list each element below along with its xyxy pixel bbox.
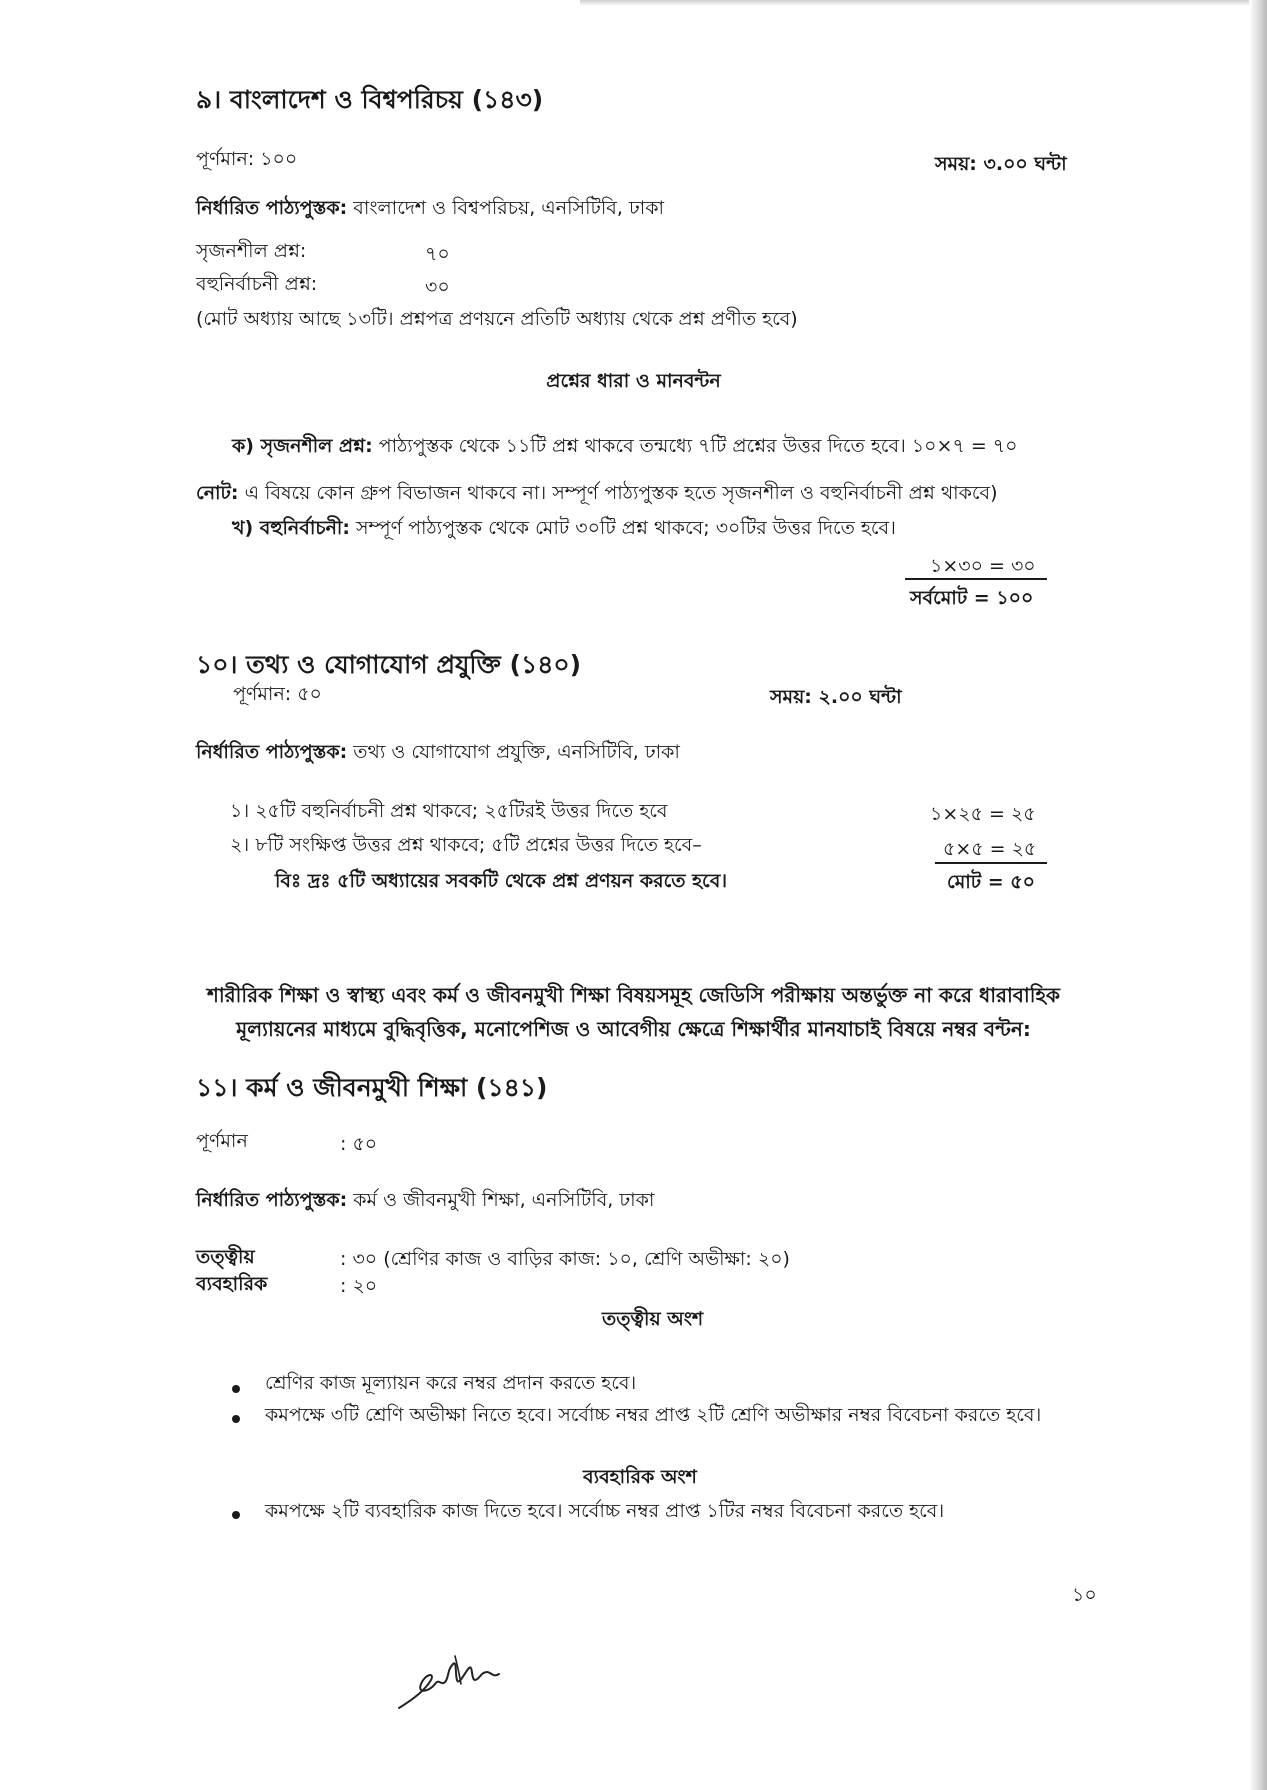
full-marks-label: পূর্ণমান <box>196 1130 248 1152</box>
item-ka-label: ক) সৃজনশীল প্রশ্ন: <box>232 435 373 457</box>
textbook-value: বাংলাদেশ ও বিশ্বপরিচয়, এনসিটিবি, ঢাকা <box>353 197 665 219</box>
theory-value: : ৩০ (শ্রেণির কাজ ও বাড়ির কাজ: ১০, শ্রেণি অভীক্ষা: ২০) <box>340 1248 790 1270</box>
item-kha <box>232 514 896 546</box>
textbook-value: তথ্য ও যোগাযোগ প্রযুক্তি, এনসিটিবি, ঢাকা <box>353 741 680 763</box>
bullet-icon <box>232 1385 240 1393</box>
pattern-heading: প্রশ্নের ধারা ও মানবন্টন <box>546 370 721 392</box>
section-10-total-rule <box>935 862 1047 864</box>
total-rule <box>905 578 1047 580</box>
creative-label: সৃজনশীল প্রশ্ন: <box>196 240 307 262</box>
textbook-value: কর্ম ও জীবনমুখী শিক্ষা, এনসিটিবি, ঢাকা <box>353 1189 655 1211</box>
section-10-item-1: ১। ২৫টি বহুনির্বাচনী প্রশ্ন থাকবে; ২৫টিরই উত্তর দিতে হবে <box>230 800 668 822</box>
section-10-textbook <box>196 738 680 770</box>
item-ka-text: পাঠ্যপুস্তক থেকে ১১টি প্রশ্ন থাকবে তন্মধ্যে ৭টি প্রশ্নের উত্তর দিতে হবে। ১০×৭ = ৭০ <box>378 435 1018 457</box>
section-10-full-marks: পূর্ণমান: ৫০ <box>233 683 322 705</box>
page-number: ১০ <box>1072 1584 1097 1606</box>
theory-part-heading: তত্ত্বীয় অংশ <box>602 1308 704 1330</box>
calc-1: ১×২৫ = ২৫ <box>930 803 1036 825</box>
theory-label: তত্ত্বীয় <box>196 1246 255 1268</box>
note-label: নোট: <box>196 482 239 504</box>
signature-icon <box>395 1650 505 1712</box>
scan-top-shadow <box>580 0 1267 6</box>
calc-total: সর্বমোট = ১০০ <box>910 587 1034 609</box>
note-text: এ বিষয়ে কোন গ্রুপ বিভাজন থাকবে না। সম্পূর্ণ পাঠ্যপুস্তক হতে সৃজনশীল ও বহুনির্বাচনী প্রশ্ন থাকবে) <box>244 482 998 504</box>
section-10-time: সময়: ২.০০ ঘন্টা <box>770 686 902 708</box>
textbook-label: নির্ধারিত পাঠ্যপুস্তক: <box>196 1189 348 1211</box>
section-9-full-marks: পূর্ণমান: ১০০ <box>196 148 298 170</box>
intro-line-1: শারীরিক শিক্ষা ও স্বাস্থ্য এবং কর্ম ও জীবনমুখী শিক্ষা বিষয়সমূহ জেডিসি পরীক্ষায় অন্তর্ভুক্ত না করে ধারাবাহিক <box>207 983 1060 1007</box>
chapters-note: (মোট অধ্যায় আছে ১৩টি। প্রশ্নপত্র প্রণয়নে প্রতিটি অধ্যায় থেকে প্রশ্ন প্রণীত হবে) <box>196 308 798 330</box>
creative-value: ৭০ <box>425 243 450 265</box>
textbook-label: নির্ধারিত পাঠ্যপুস্তক: <box>196 197 348 219</box>
section-9-heading: ৯। বাংলাদেশ ও বিশ্বপরিচয় (১৪৩) <box>196 85 544 114</box>
theory-bullet-2: কমপক্ষে ৩টি শ্রেণি অভীক্ষা নিতে হবে। সর্বোচ্চ নম্বর প্রাপ্ত ২টি শ্রেণি অভীক্ষার নম্বর বিবেচনা করতে হবে। <box>265 1404 1042 1426</box>
practical-part-heading: ব্যবহারিক অংশ <box>583 1466 697 1488</box>
section-9-textbook <box>196 194 664 226</box>
section-11-heading: ১১। কর্ম ও জীবনমুখী শিক্ষা (১৪১) <box>196 1073 548 1102</box>
calc-mcq: ১×৩০ = ৩০ <box>930 555 1036 577</box>
practical-value: : ২০ <box>340 1275 378 1297</box>
full-marks-value: : ৫০ <box>340 1133 378 1155</box>
item-ka <box>232 432 1018 464</box>
item-kha-label: খ) বহুনির্বাচনী: <box>232 517 350 539</box>
textbook-label: নির্ধারিত পাঠ্যপুস্তক: <box>196 741 348 763</box>
mcq-value: ৩০ <box>425 276 450 298</box>
intro-line-2: মূল্যায়নের মাধ্যমে বুদ্ধিবৃত্তিক, মনোপেশিজ ও আবেগীয় ক্ষেত্রে শিক্ষার্থীর মানযাচাই বিষয়ে নম্বর বন্টন: <box>236 1017 1031 1041</box>
section-10-heading: ১০। তথ্য ও যোগাযোগ প্রযুক্তি (১৪০) <box>196 650 582 679</box>
section-9-time: সময়: ৩.০০ ঘন্টা <box>935 153 1067 175</box>
practical-label: ব্যবহারিক <box>196 1273 268 1295</box>
calc-2: ৫×৫ = ২৫ <box>943 838 1037 860</box>
practical-bullet-1: কমপক্ষে ২টি ব্যবহারিক কাজ দিতে হবে। সর্বোচ্চ নম্বর প্রাপ্ত ১টির নম্বর বিবেচনা করতে হবে। <box>265 1500 945 1522</box>
section-11-textbook <box>196 1186 654 1218</box>
section-10-note: বিঃ দ্রঃ ৫টি অধ্যায়ের সবকটি থেকে প্রশ্ন প্রণয়ন করতে হবে। <box>275 870 728 892</box>
scan-edge-shadow <box>1249 0 1267 1790</box>
note-line <box>196 479 998 511</box>
bullet-icon <box>232 1415 240 1423</box>
section-10-item-2: ২। ৮টি সংক্ষিপ্ত উত্তর প্রশ্ন থাকবে; ৫টি প্রশ্নের উত্তর দিতে হবে– <box>230 834 702 856</box>
theory-bullet-1: শ্রেণির কাজ মূল্যায়ন করে নম্বর প্রদান করতে হবে। <box>265 1372 637 1394</box>
item-kha-text: সম্পূর্ণ পাঠ্যপুস্তক থেকে মোট ৩০টি প্রশ্ন থাকবে; ৩০টির উত্তর দিতে হবে। <box>356 517 896 539</box>
calc-total: মোট = ৫০ <box>947 871 1035 893</box>
bullet-icon <box>232 1511 240 1519</box>
mcq-label: বহুনির্বাচনী প্রশ্ন: <box>196 273 318 295</box>
